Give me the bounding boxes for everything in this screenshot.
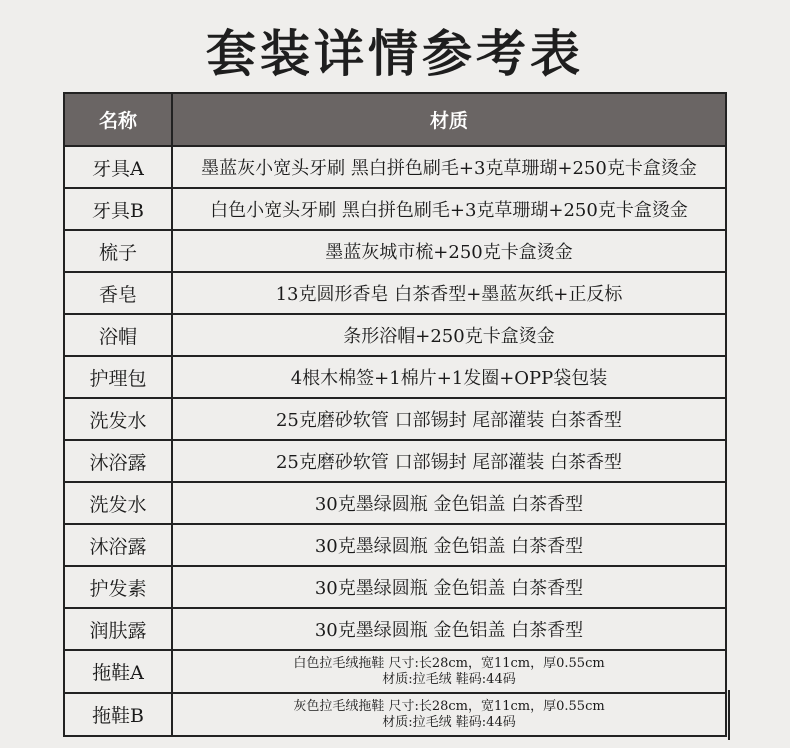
item-name-cell: 牙具B — [65, 189, 173, 229]
item-name-cell: 沐浴露 — [65, 525, 173, 565]
material-line-1: 白色拉毛绒拖鞋 尺寸:长28cm，宽11cm，厚0.55cm — [293, 655, 605, 671]
item-material-cell: 条形浴帽+250克卡盒烫金 — [343, 326, 555, 347]
item-name-cell: 浴帽 — [65, 315, 173, 355]
table-row — [63, 231, 727, 273]
table-row — [63, 651, 727, 694]
item-material-cell — [173, 694, 725, 735]
item-name-cell: 洗发水 — [65, 483, 173, 523]
column-header-name: 名称 — [65, 94, 173, 145]
item-material-cell: 30克墨绿圆瓶 金色铝盖 白茶香型 — [314, 536, 584, 557]
item-name-cell: 拖鞋A — [65, 651, 173, 692]
item-name-cell: 洗发水 — [65, 399, 173, 439]
item-material-cell: 25克磨砂软管 口部锡封 尾部灌装 白茶香型 — [275, 452, 623, 473]
table-row — [63, 273, 727, 315]
item-name-cell: 护理包 — [65, 357, 173, 397]
item-material-cell: 25克磨砂软管 口部锡封 尾部灌装 白茶香型 — [275, 410, 623, 431]
table-header-row — [63, 94, 727, 147]
item-name-cell: 香皂 — [65, 273, 173, 313]
item-name-cell: 牙具A — [65, 147, 173, 187]
item-material-cell: 30克墨绿圆瓶 金色铝盖 白茶香型 — [314, 494, 584, 515]
item-name-cell: 润肤露 — [65, 609, 173, 649]
item-material-cell: 墨蓝灰小宽头牙刷 黑白拼色刷毛+3克草珊瑚+250克卡盒烫金 — [201, 158, 697, 179]
item-name-cell: 护发素 — [65, 567, 173, 607]
item-name-cell: 沐浴露 — [65, 441, 173, 481]
item-material-cell: 白色小宽头牙刷 黑白拼色刷毛+3克草珊瑚+250克卡盒烫金 — [210, 200, 688, 221]
table-row — [63, 567, 727, 609]
item-name-cell: 梳子 — [65, 231, 173, 271]
material-line-2: 材质:拉毛绒 鞋码:44码 — [382, 671, 516, 687]
item-material-cell: 30克墨绿圆瓶 金色铝盖 白茶香型 — [314, 620, 584, 641]
item-name-cell: 拖鞋B — [65, 694, 173, 735]
item-material-cell — [173, 651, 725, 692]
item-material-cell: 4根木棉签+1棉片+1发圈+OPP袋包装 — [290, 368, 608, 389]
table-row — [63, 189, 727, 231]
kit-details-table — [63, 92, 727, 737]
table-row — [63, 357, 727, 399]
table-edge-line — [728, 690, 730, 740]
table-row — [63, 609, 727, 651]
table-row — [63, 441, 727, 483]
column-header-material: 材质 — [429, 110, 468, 132]
table-row — [63, 147, 727, 189]
item-material-cell: 30克墨绿圆瓶 金色铝盖 白茶香型 — [314, 578, 584, 599]
material-line-2: 材质:拉毛绒 鞋码:44码 — [382, 714, 516, 730]
table-row — [63, 315, 727, 357]
item-material-cell: 13克圆形香皂 白茶香型+墨蓝灰纸+正反标 — [275, 284, 623, 305]
item-material-cell: 墨蓝灰城市梳+250克卡盒烫金 — [325, 242, 573, 263]
table-row — [63, 483, 727, 525]
table-row — [63, 399, 727, 441]
page-title: 套装详情参考表 — [206, 25, 584, 83]
material-line-1: 灰色拉毛绒拖鞋 尺寸:长28cm，宽11cm，厚0.55cm — [293, 698, 605, 714]
table-row — [63, 525, 727, 567]
table-row — [63, 694, 727, 737]
